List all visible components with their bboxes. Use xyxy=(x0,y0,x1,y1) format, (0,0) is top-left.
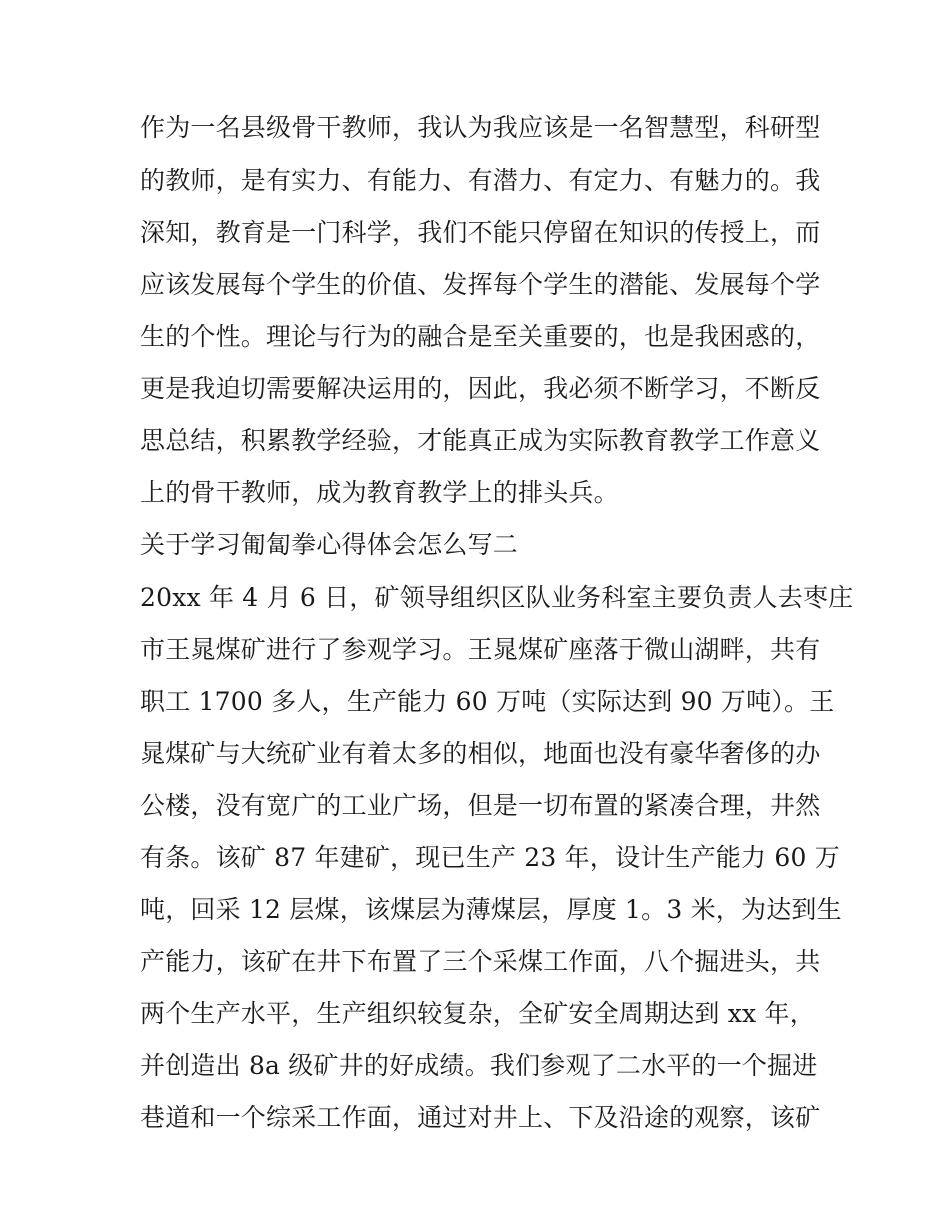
paragraph-2-line-4: 晁煤矿与大统矿业有着太多的相似，地面也没有豪华奢侈的办 xyxy=(140,739,821,768)
paragraph-1-line-1: 作为一名县级骨干教师，我认为我应该是一名智慧型，科研型 xyxy=(140,113,821,142)
paragraph-2-line-2: 市王晁煤矿进行了参观学习。王晁煤矿座落于微山湖畔，共有 xyxy=(140,635,821,664)
paragraph-2-line-11: 巷道和一个综采工作面，通过对井上、下及沿途的观察，该矿 xyxy=(140,1103,821,1132)
paragraph-2-line-9: 两个生产水平，生产组织较复杂，全矿安全周期达到 xx 年， xyxy=(140,999,815,1028)
paragraph-2-line-6: 有条。该矿 87 年建矿，现已生产 23 年，设计生产能力 60 万 xyxy=(140,843,840,872)
paragraph-1-line-8: 上的骨干教师，成为教育教学上的排头兵。 xyxy=(140,478,619,507)
paragraph-2-line-8: 产能力，该矿在井下布置了三个采煤工作面，八个掘进头，共 xyxy=(140,947,821,976)
paragraph-2-line-5: 公楼，没有宽广的工业广场，但是一切布置的紧凑合理，井然 xyxy=(140,791,821,820)
paragraph-1-line-2: 的教师，是有实力、有能力、有潜力、有定力、有魅力的。我 xyxy=(140,166,821,195)
paragraph-1-line-7: 思总结，积累教学经验，才能真正成为实际教育教学工作意义 xyxy=(140,426,821,455)
paragraph-1-line-3: 深知，教育是一门科学，我们不能只停留在知识的传授上，而 xyxy=(140,218,821,247)
paragraph-1-line-5: 生的个性。理论与行为的融合是至关重要的，也是我困惑的， xyxy=(140,322,821,351)
paragraph-2-line-3: 职工 1700 多人，生产能力 60 万吨（实际达到 90 万吨）。王 xyxy=(140,687,835,716)
paragraph-1-line-6: 更是我迫切需要解决运用的，因此，我必须不断学习，不断反 xyxy=(140,374,821,403)
paragraph-2-line-7: 吨，回采 12 层煤，该煤层为薄煤层，厚度 1。3 米，为达到生 xyxy=(140,895,842,924)
paragraph-2-line-10: 并创造出 8a 级矿井的好成绩。我们参观了二水平的一个掘进 xyxy=(140,1051,818,1080)
paragraph-2-line-1: 20xx 年 4 月 6 日，矿领导组织区队业务科室主要负责人去枣庄 xyxy=(140,583,854,612)
section-heading: 关于学习匍匐拳心得体会怎么写二 xyxy=(140,530,519,559)
paragraph-1-line-4: 应该发展每个学生的价值、发挥每个学生的潜能、发展每个学 xyxy=(140,270,821,299)
